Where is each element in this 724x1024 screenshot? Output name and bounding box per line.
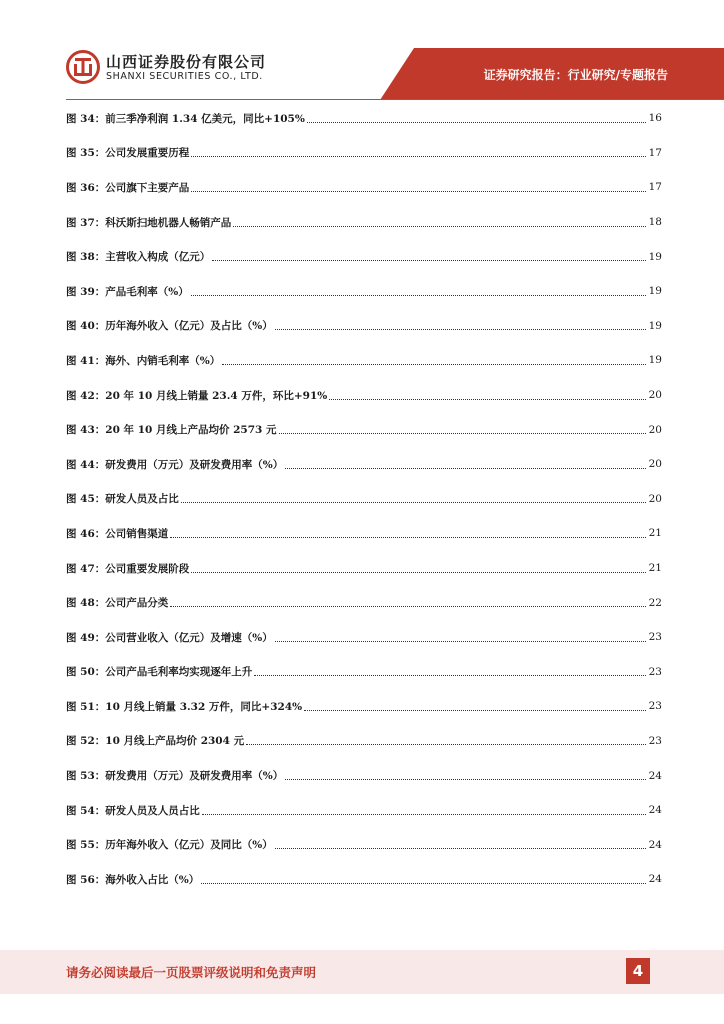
leader-dots bbox=[191, 571, 645, 573]
toc-entry-page: 19 bbox=[648, 285, 662, 298]
toc-entry[interactable] bbox=[66, 239, 662, 274]
toc-entry[interactable] bbox=[66, 793, 662, 828]
page-header bbox=[0, 0, 724, 100]
leader-dots bbox=[279, 432, 646, 434]
company-name-en: SHANXI SECURITIES CO., LTD. bbox=[106, 71, 263, 82]
leader-dots bbox=[191, 155, 645, 157]
leader-dots bbox=[202, 813, 646, 815]
report-type-label: 证券研究报告：行业研究/专题报告 bbox=[483, 68, 668, 82]
toc-entry[interactable] bbox=[66, 758, 662, 793]
toc-entry[interactable] bbox=[66, 551, 662, 586]
toc-entry[interactable] bbox=[66, 170, 662, 205]
toc-entry-page: 20 bbox=[648, 423, 662, 436]
toc-entry-page: 24 bbox=[648, 873, 662, 886]
toc-entry-page: 24 bbox=[648, 838, 662, 851]
toc-entry-page: 23 bbox=[648, 734, 662, 747]
toc-entry[interactable] bbox=[66, 620, 662, 655]
toc-entry-label: 图 49：公司营业收入（亿元）及增速（%） bbox=[66, 631, 273, 644]
toc-entry-page: 19 bbox=[648, 354, 662, 367]
toc-entry-label: 图 52：10 月线上产品均价 2304 元 bbox=[66, 735, 245, 748]
leader-dots bbox=[285, 778, 645, 780]
toc-entry-page: 20 bbox=[648, 389, 662, 402]
toc-entry[interactable] bbox=[66, 205, 662, 240]
toc-entry[interactable] bbox=[66, 689, 662, 724]
toc-entry-label: 图 46：公司销售渠道 bbox=[66, 527, 169, 540]
toc-entry-label: 图 48：公司产品分类 bbox=[66, 597, 169, 610]
toc-entry-page: 17 bbox=[648, 181, 662, 194]
leader-dots bbox=[181, 501, 646, 503]
leader-dots bbox=[246, 743, 646, 745]
toc-entry-label: 图 39：产品毛利率（%） bbox=[66, 285, 189, 298]
toc-entry[interactable] bbox=[66, 655, 662, 690]
toc-entry[interactable] bbox=[66, 862, 662, 897]
toc-entry-page: 18 bbox=[648, 216, 662, 229]
toc-entry[interactable] bbox=[66, 412, 662, 447]
leader-dots bbox=[191, 294, 646, 296]
toc-entry[interactable] bbox=[66, 585, 662, 620]
toc-entry-label: 图 40：历年海外收入（亿元）及占比（%） bbox=[66, 320, 273, 333]
toc-entry-label: 图 50：公司产品毛利率均实现逐年上升 bbox=[66, 666, 253, 679]
toc-entry-label: 图 47：公司重要发展阶段 bbox=[66, 562, 190, 575]
leader-dots bbox=[170, 605, 645, 607]
leader-dots bbox=[285, 467, 645, 469]
toc-entry[interactable] bbox=[66, 274, 662, 309]
toc-entry-label: 图 37：科沃斯扫地机器人畅销产品 bbox=[66, 216, 232, 229]
toc-entry-page: 19 bbox=[648, 319, 662, 332]
toc-entry-label: 图 51：10 月线上销量 3.32 万件，同比+324% bbox=[66, 700, 303, 713]
toc-entry-page: 19 bbox=[648, 250, 662, 263]
toc-entry-label: 图 55：历年海外收入（亿元）及同比（%） bbox=[66, 839, 273, 852]
toc-entry-page: 22 bbox=[648, 596, 662, 609]
leader-dots bbox=[212, 259, 645, 261]
toc-entry-page: 23 bbox=[648, 700, 662, 713]
figure-list bbox=[66, 101, 662, 897]
toc-entry[interactable] bbox=[66, 101, 662, 136]
toc-entry[interactable] bbox=[66, 447, 662, 482]
toc-entry-page: 24 bbox=[648, 804, 662, 817]
leader-dots bbox=[170, 536, 645, 538]
company-logo-icon bbox=[66, 50, 100, 84]
company-name-cn: 山西证券股份有限公司 bbox=[106, 53, 267, 71]
toc-entry-label: 图 56：海外收入占比（%） bbox=[66, 873, 200, 886]
leader-dots bbox=[233, 225, 645, 227]
leader-dots bbox=[201, 882, 645, 884]
leader-dots bbox=[307, 121, 646, 123]
toc-entry-page: 21 bbox=[648, 562, 662, 575]
toc-entry-label: 图 38：主营收入构成（亿元） bbox=[66, 251, 211, 264]
leader-dots bbox=[254, 674, 645, 676]
toc-entry-label: 图 41：海外、内销毛利率（%） bbox=[66, 354, 221, 367]
toc-entry[interactable] bbox=[66, 378, 662, 413]
toc-entry-page: 20 bbox=[648, 458, 662, 471]
toc-entry-label: 图 53：研发费用（万元）及研发费用率（%） bbox=[66, 770, 284, 783]
toc-entry[interactable] bbox=[66, 136, 662, 171]
toc-entry-label: 图 44：研发费用（万元）及研发费用率（%） bbox=[66, 458, 284, 471]
leader-dots bbox=[275, 640, 646, 642]
toc-entry-page: 23 bbox=[648, 665, 662, 678]
toc-entry[interactable] bbox=[66, 309, 662, 344]
toc-entry-label: 图 35：公司发展重要历程 bbox=[66, 147, 190, 160]
toc-entry-page: 17 bbox=[648, 146, 662, 159]
toc-entry-page: 24 bbox=[648, 769, 662, 782]
toc-entry-label: 图 42：20 年 10 月线上销量 23.4 万件，环比+91% bbox=[66, 389, 328, 402]
toc-entry-page: 21 bbox=[648, 527, 662, 540]
toc-entry[interactable] bbox=[66, 343, 662, 378]
leader-dots bbox=[191, 190, 645, 192]
page-number: 4 bbox=[626, 958, 650, 984]
toc-entry[interactable] bbox=[66, 724, 662, 759]
leader-dots bbox=[222, 363, 645, 365]
toc-entry[interactable] bbox=[66, 482, 662, 517]
toc-entry-label: 图 34：前三季净利润 1.34 亿美元，同比+105% bbox=[66, 112, 305, 125]
toc-entry[interactable] bbox=[66, 516, 662, 551]
disclaimer-notice: 请务必阅读最后一页股票评级说明和免责声明 bbox=[66, 965, 317, 980]
leader-dots bbox=[275, 328, 646, 330]
leader-dots bbox=[304, 709, 646, 711]
toc-entry-page: 16 bbox=[648, 112, 662, 125]
toc-entry-page: 20 bbox=[648, 492, 662, 505]
leader-dots bbox=[275, 847, 646, 849]
toc-entry-label: 图 36：公司旗下主要产品 bbox=[66, 181, 190, 194]
toc-entry-label: 图 43：20 年 10 月线上产品均价 2573 元 bbox=[66, 424, 277, 437]
toc-entry-page: 23 bbox=[648, 631, 662, 644]
toc-entry-label: 图 54：研发人员及人员占比 bbox=[66, 804, 200, 817]
toc-entry[interactable] bbox=[66, 827, 662, 862]
toc-entry-label: 图 45：研发人员及占比 bbox=[66, 493, 179, 506]
leader-dots bbox=[329, 398, 645, 400]
header-divider bbox=[66, 99, 724, 100]
